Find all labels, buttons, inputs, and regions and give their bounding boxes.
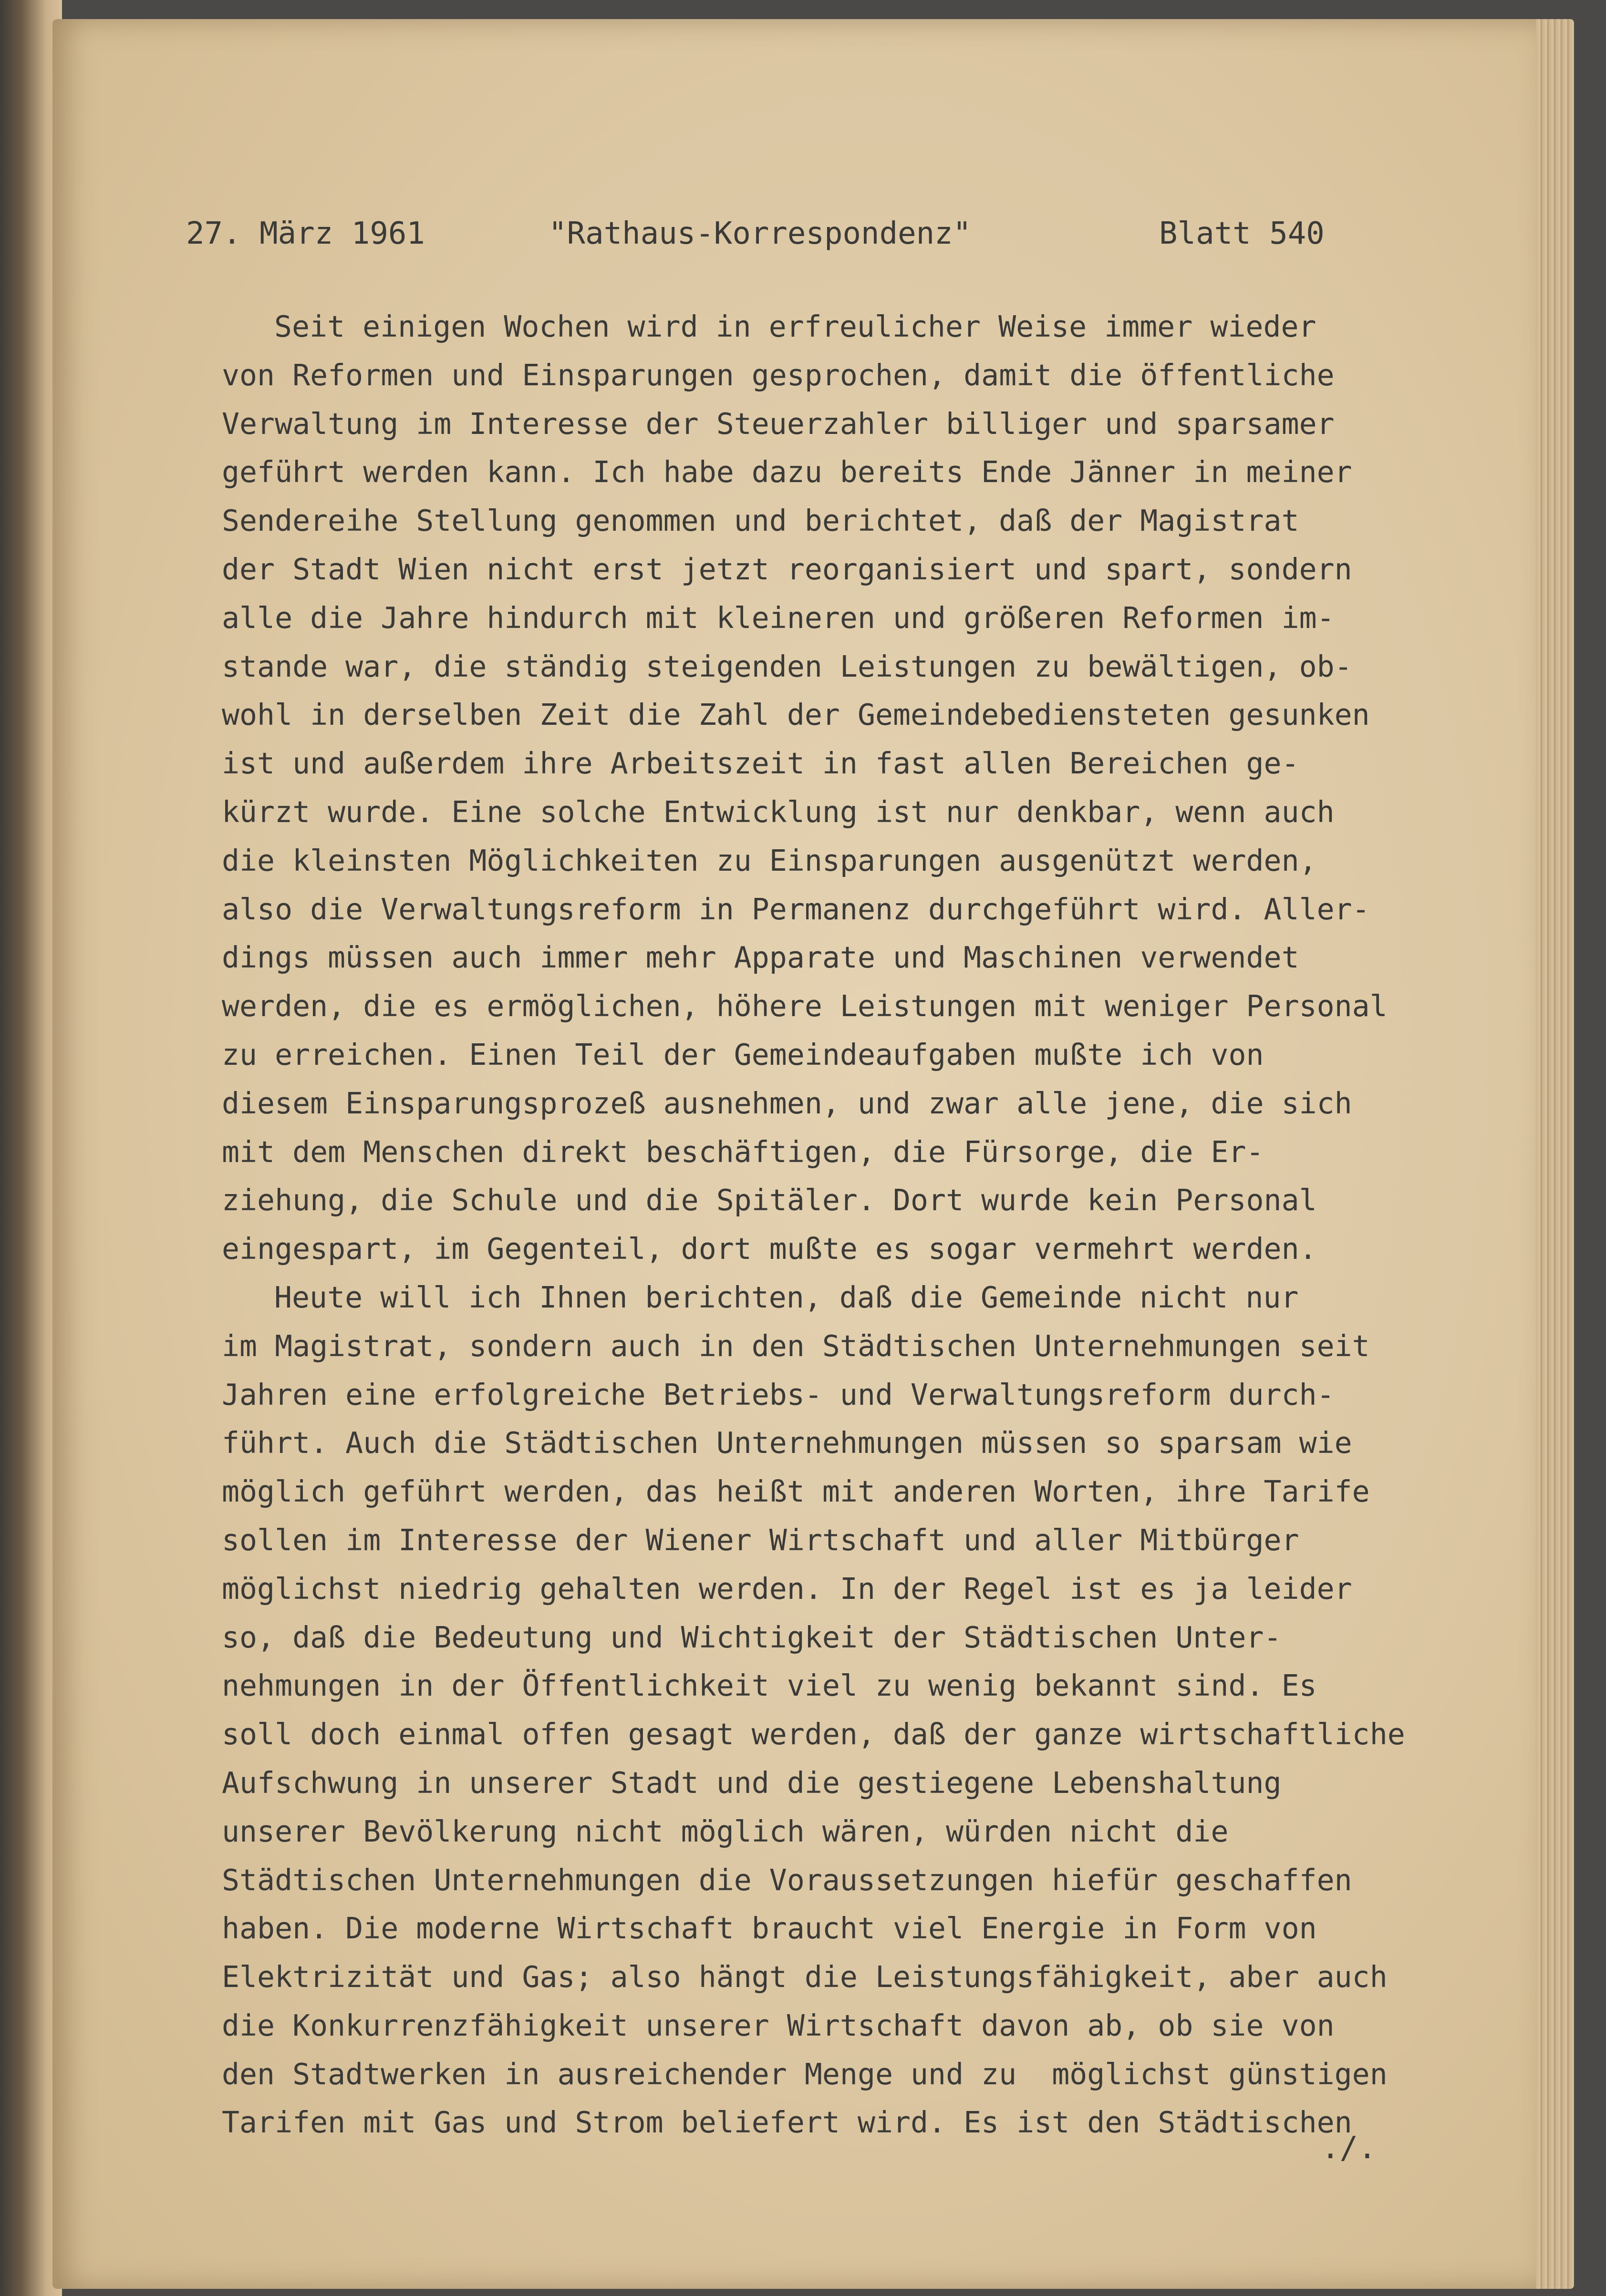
text-line: führt. Auch die Städtischen Unternehmungen müssen so sparsam wie <box>222 1426 1352 1461</box>
text-line: Heute will ich Ihnen berichten, daß die Gemeinde nicht nur <box>274 1280 1299 1315</box>
text-line: sollen im Interesse der Wiener Wirtschaft und aller Mitbürger <box>222 1523 1299 1557</box>
text-line: der Stadt Wien nicht erst jetzt reorganisiert und spart, sondern <box>222 552 1352 587</box>
text-line: ziehung, die Schule und die Spitäler. Dort wurde kein Personal <box>222 1183 1317 1218</box>
header-sheet-number: Blatt 540 <box>1159 216 1325 251</box>
text-line: diesem Einsparungsprozeß ausnehmen, und zwar alle jene, die sich <box>222 1086 1352 1121</box>
text-line: geführt werden kann. Ich habe dazu bereits Ende Jänner in meiner <box>222 455 1352 490</box>
text-line: den Stadtwerken in ausreichender Menge und zu möglichst günstigen <box>222 2057 1388 2091</box>
text-line: die Konkurrenzfähigkeit unserer Wirtschaft davon ab, ob sie von <box>222 2008 1335 2043</box>
text-line: also die Verwaltungsreform in Permanenz durchgeführt wird. Aller- <box>222 892 1370 927</box>
text-line: Aufschwung in unserer Stadt und die gestiegene Lebenshaltung <box>222 1765 1282 1800</box>
document-page <box>52 19 1536 2289</box>
text-line: werden, die es ermöglichen, höhere Leistungen mit weniger Personal <box>222 989 1388 1024</box>
text-line: Seit einigen Wochen wird in erfreulicher Weise immer wieder <box>274 309 1316 344</box>
text-line: Verwaltung im Interesse der Steuerzahler billiger und sparsamer <box>222 406 1335 441</box>
text-line: ist und außerdem ihre Arbeitszeit in fast allen Bereichen ge- <box>222 746 1299 781</box>
text-line: kürzt wurde. Eine solche Entwicklung ist nur denkbar, wenn auch <box>222 794 1335 829</box>
text-line: unserer Bevölkerung nicht möglich wären, würden nicht die <box>222 1814 1229 1849</box>
text-line: mit dem Menschen direkt beschäftigen, die Fürsorge, die Er- <box>222 1134 1264 1169</box>
text-line: die kleinsten Möglichkeiten zu Einsparungen ausgenützt werden, <box>222 843 1317 878</box>
text-line: haben. Die moderne Wirtschaft braucht viel Energie in Form von <box>222 1911 1317 1946</box>
header-publication-title: "Rathaus-Korrespondenz" <box>549 216 972 251</box>
continuation-mark: ./. <box>1321 2131 1377 2166</box>
text-line: so, daß die Bedeutung und Wichtigkeit der Städtischen Unter- <box>222 1620 1282 1655</box>
text-line: Jahren eine erfolgreiche Betriebs- und Verwaltungsreform durch- <box>222 1377 1335 1412</box>
text-line: im Magistrat, sondern auch in den Städtischen Unternehmungen seit <box>222 1328 1370 1363</box>
text-line: möglichst niedrig gehalten werden. In der Regel ist es ja leider <box>222 1571 1352 1606</box>
text-line: möglich geführt werden, das heißt mit anderen Worten, ihre Tarife <box>222 1474 1370 1509</box>
text-line: alle die Jahre hindurch mit kleineren und größeren Reformen im- <box>222 600 1335 635</box>
text-line: Sendereihe Stellung genommen und berichtet, daß der Magistrat <box>222 504 1299 538</box>
text-line: zu erreichen. Einen Teil der Gemeindeaufgaben mußte ich von <box>222 1037 1264 1072</box>
body-text <box>222 303 1510 2147</box>
text-line: stande war, die ständig steigenden Leistungen zu bewältigen, ob- <box>222 649 1352 684</box>
text-line: nehmungen in der Öffentlichkeit viel zu wenig bekannt sind. Es <box>222 1668 1317 1703</box>
text-line: Städtischen Unternehmungen die Voraussetzungen hiefür geschaffen <box>222 1863 1352 1897</box>
text-line: Tarifen mit Gas und Strom beliefert wird. Es ist den Städtischen <box>222 2105 1352 2140</box>
header-date: 27. März 1961 <box>186 216 425 251</box>
text-line: eingespart, im Gegenteil, dort mußte es sogar vermehrt werden. <box>222 1232 1317 1266</box>
text-line: von Reformen und Einsparungen gesprochen, damit die öffentliche <box>222 358 1335 392</box>
page-header <box>186 207 1350 260</box>
text-line: Elektrizität und Gas; also hängt die Leistungsfähigkeit, aber auch <box>222 1960 1388 1995</box>
text-line: wohl in derselben Zeit die Zahl der Gemeindebediensteten gesunken <box>222 698 1370 732</box>
text-line: soll doch einmal offen gesagt werden, daß der ganze wirtschaftliche <box>222 1717 1405 1752</box>
text-line: dings müssen auch immer mehr Apparate und Maschinen verwendet <box>222 940 1299 975</box>
